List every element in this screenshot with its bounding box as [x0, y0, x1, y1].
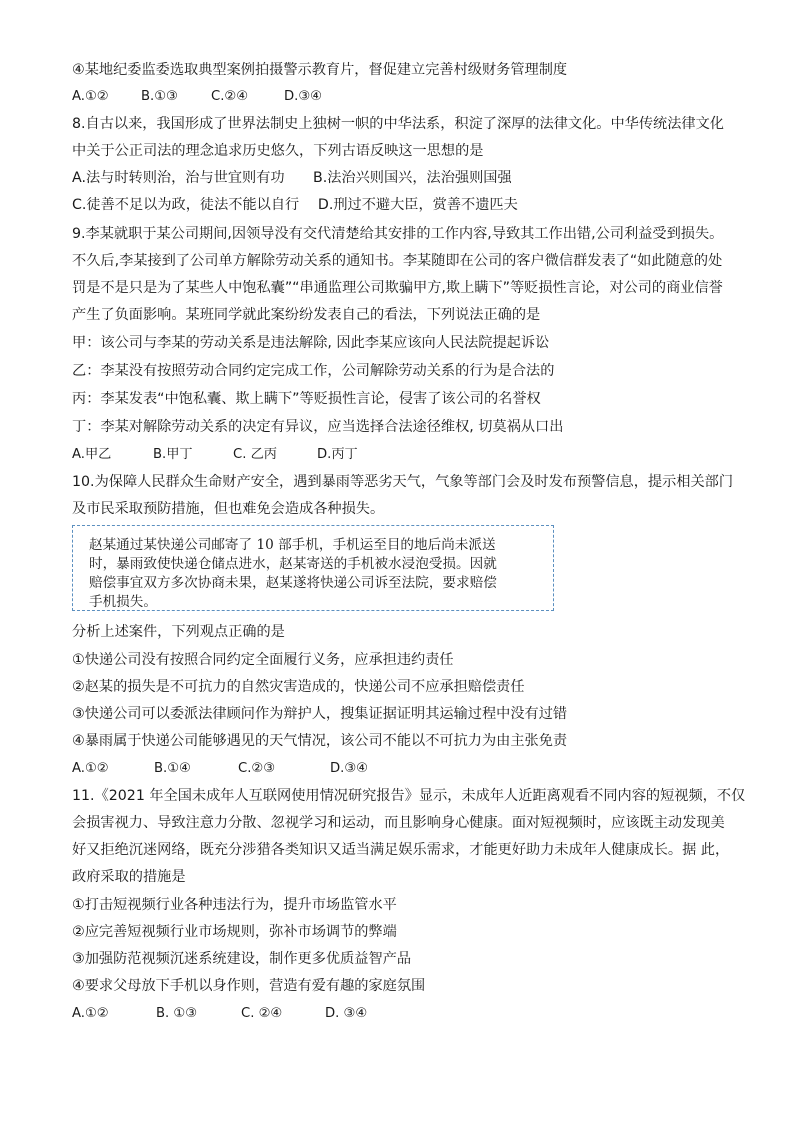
q9-statement-bing: 丙：李某发表“中饱私囊、欺上瞒下”等贬损性言论，侵害了该公司的名誉权 — [72, 391, 541, 407]
q9-stem-line-4: 产生了负面影响。某班同学就此案纷纷发表自己的看法，下列说法正确的是 — [72, 307, 541, 323]
q11-stem-line-2: 会损害视力、导致注意力分散、忽视学习和运动，而且影响身心健康。面对短视频时，应该既主动发现美 — [72, 815, 725, 831]
case-material-box — [72, 525, 554, 611]
q10-choice-c: C.②③ — [238, 761, 276, 776]
q8-stem-line-2: 中关于公正司法的理念追求历史悠久，下列古语反映这一思想的是 — [72, 143, 484, 159]
case-line-4: 手机损失。 — [89, 594, 157, 610]
q10-stem-line-2: 及市民采取预防措施，但也难免会造成各种损失。 — [72, 501, 385, 517]
q11-choice-c: C. ②④ — [241, 1006, 283, 1021]
q8-stem-line-1: 8.自古以来，我国形成了世界法制史上独树一帜的中华法系，积淀了深厚的法律文化。中华传统法律文化 — [72, 116, 724, 132]
q9-stem-line-1: 9.李某就职于某公司期间,因领导没有交代清楚给其安排的工作内容,导致其工作出错,公司利益受到损失。 — [72, 226, 724, 242]
case-line-2: 时，暴雨致使快递仓储点进水，赵某寄送的手机被水浸泡受损。因就 — [89, 556, 497, 572]
q11-stem-line-3: 好又拒绝沉迷网络，既充分涉猎各类知识又适当满足娱乐需求，才能更好助力未成年人健康成长。据 此， — [72, 842, 730, 858]
q9-choice-c: C. 乙丙 — [233, 447, 277, 462]
q9-choice-b: B.甲丁 — [153, 447, 193, 462]
q8-options-ab: A.法与时转则治，治与世宜则有功 B.法治兴则国兴，法治强则国强 — [72, 170, 512, 186]
q9-stem-line-3: 罚是不是只是为了某些人中饱私囊”“串通监理公司欺骗甲方,欺上瞒下”等贬损性言论，对公司的商业信誉 — [72, 280, 723, 296]
q7-option-4: ④某地纪委监委选取典型案例拍摄警示教育片，督促建立完善村级财务管理制度 — [72, 62, 568, 78]
q10-choice-a: A.①② — [72, 761, 109, 776]
q11-option-4: ④要求父母放下手机以身作则，营造有爱有趣的家庭氛围 — [72, 978, 426, 994]
q7-choice-b: B.①③ — [141, 89, 178, 104]
q7-choice-c: C.②④ — [211, 89, 249, 104]
q10-option-2: ②赵某的损失是不可抗力的自然灾害造成的，快递公司不应承担赔偿责任 — [72, 679, 525, 695]
q11-choice-a: A.①② — [72, 1006, 109, 1021]
q11-option-3: ③加强防范视频沉迷系统建设，制作更多优质益智产品 — [72, 951, 412, 967]
q11-stem-line-1: 11.《2021 年全国未成年人互联网使用情况研究报告》显示，未成年人近距离观看不同内容的短视频，不仅 — [72, 788, 746, 804]
q10-option-1: ①快递公司没有按照合同约定全面履行义务，应承担违约责任 — [72, 652, 454, 668]
q7-choice-d: D.③④ — [284, 89, 322, 104]
q10-choice-d: D.③④ — [330, 761, 368, 776]
q7-choices — [72, 87, 322, 107]
q9-choices — [72, 445, 358, 465]
q9-statement-jia: 甲：该公司与李某的劳动关系是违法解除, 因此李某应该向人民法院提起诉讼 — [72, 335, 550, 351]
case-line-3: 赔偿事宜双方多次协商未果，赵某遂将快递公司诉至法院，要求赔偿 — [89, 575, 497, 591]
q11-stem-line-4: 政府采取的措施是 — [72, 869, 186, 885]
q7-choice-a: A.①② — [72, 89, 109, 104]
q11-choices — [72, 1004, 367, 1024]
q9-stem-line-2: 不久后,李某接到了公司单方解除劳动关系的通知书。李某随即在公司的客户微信群发表了“如此随意的处 — [72, 253, 723, 269]
q10-option-4: ④暴雨属于快递公司能够遇见的天气情况，该公司不能以不可抗力为由主张免责 — [72, 733, 568, 749]
q9-statement-yi: 乙：李某没有按照劳动合同约定完成工作，公司解除劳动关系的行为是合法的 — [72, 363, 555, 379]
q9-choice-d: D.丙丁 — [317, 447, 358, 462]
q9-statement-ding: 丁：李某对解除劳动关系的决定有异议，应当选择合法途径维权, 切莫祸从口出 — [72, 419, 564, 435]
q8-options-cd: C.徒善不足以为政，徒法不能以自行 D.刑过不避大臣，赏善不遗匹夫 — [72, 197, 518, 213]
q11-option-1: ①打击短视频行业各种违法行为，提升市场监管水平 — [72, 897, 397, 913]
case-line-1: 赵某通过某快递公司邮寄了 10 部手机，手机运至目的地后尚未派送 — [89, 537, 496, 553]
q10-option-3: ③快递公司可以委派法律顾问作为辩护人，搜集证据证明其运输过程中没有过错 — [72, 706, 568, 722]
q11-option-2: ②应完善短视频行业市场规则，弥补市场调节的弊端 — [72, 924, 397, 940]
q10-stem-line-1: 10.为保障人民群众生命财产安全，遇到暴雨等恶劣天气，气象等部门会及时发布预警信息，提示相关部门 — [72, 474, 734, 490]
q9-choice-a: A.甲乙 — [72, 447, 112, 462]
q11-choice-d: D. ③④ — [325, 1006, 368, 1021]
q10-choices — [72, 759, 368, 779]
q10-choice-b: B.①④ — [154, 761, 191, 776]
q10-question: 分析上述案件，下列观点正确的是 — [72, 624, 285, 640]
q11-choice-b: B. ①③ — [156, 1006, 198, 1021]
